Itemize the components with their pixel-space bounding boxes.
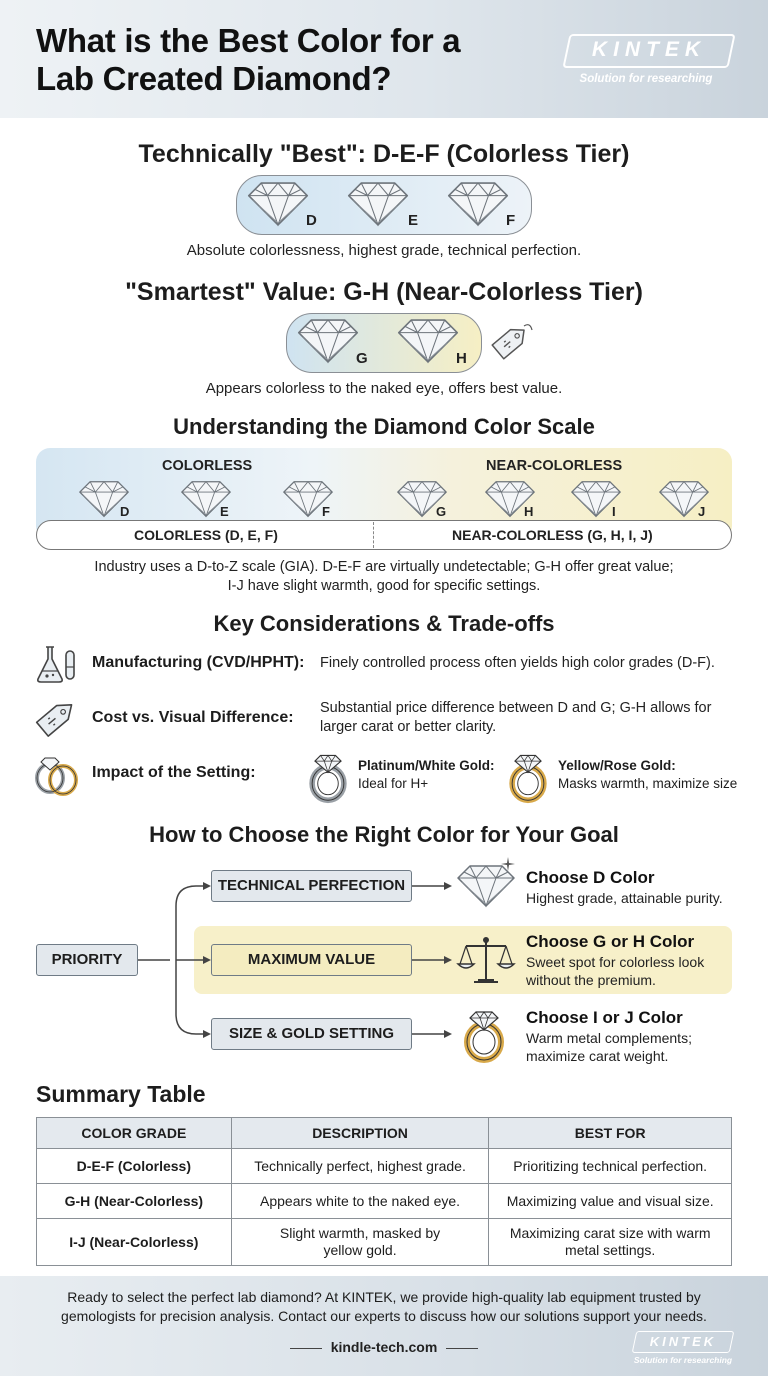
best-heading: Technically "Best": D-E-F (Colorless Tier) — [138, 140, 630, 168]
scale-caption — [0, 558, 768, 596]
option-maximum-value[interactable]: MAXIMUM VALUE — [211, 944, 412, 976]
option-size-gold-setting[interactable]: SIZE & GOLD SETTING — [211, 1018, 412, 1050]
result1-title: Choose D Color — [526, 868, 655, 887]
scale-letter-g: G — [436, 504, 447, 519]
scale-bar-right-label: NEAR-COLORLESS (G, H, I, J) — [452, 527, 653, 543]
cost-text-line-1: Substantial price difference between D and G; G-H allows for — [320, 700, 712, 716]
logo-tagline: Solution for researching — [579, 73, 713, 85]
table-row — [37, 1184, 732, 1219]
scale-bar-left-label: COLORLESS (D, E, F) — [134, 527, 278, 543]
page-title-line-2: Lab Created Diamond? — [36, 60, 392, 97]
priority-box: PRIORITY — [36, 944, 138, 976]
page-title — [36, 22, 556, 98]
cost-label: Cost vs. Visual Difference: — [92, 709, 294, 726]
result3-text — [526, 1029, 692, 1065]
grade-letter-h: H — [456, 350, 467, 367]
scale-heading: Understanding the Diamond Color Scale — [173, 414, 595, 439]
setting-label: Impact of the Setting: — [92, 764, 256, 781]
diamond-h-icon — [396, 318, 460, 364]
diamond-d-icon — [246, 181, 310, 227]
diamond-f-icon — [446, 181, 510, 227]
summary-heading: Summary Table — [36, 1081, 206, 1107]
table-cell: I-J (Near-Colorless) — [37, 1219, 232, 1266]
table-cell: Slight warmth, masked by yellow gold. — [231, 1219, 489, 1266]
result2-text-line-1: Sweet spot for colorless look — [526, 954, 705, 970]
choose-heading: How to Choose the Right Color for Your Goal — [149, 822, 619, 847]
grade-letter-g: G — [356, 350, 368, 367]
table-cell: G-H (Near-Colorless) — [37, 1184, 232, 1219]
page-title-line-1: What is the Best Color for a — [36, 22, 461, 59]
scale-letter-h: H — [524, 504, 534, 519]
best-caption: Absolute colorlessness, highest grade, technical perfection. — [186, 242, 582, 259]
table-cell: Maximizing carat size with warm metal settings. — [489, 1219, 732, 1266]
table-header-row — [37, 1118, 732, 1149]
platinum-ring-icon — [306, 748, 350, 804]
footer-text-line-1: Ready to select the perfect lab diamond? At KINTEK, we provide high-quality lab equipment trusted by — [67, 1289, 701, 1305]
yellow-title: Yellow/Rose Gold: — [558, 758, 676, 773]
scale-letter-i: I — [612, 504, 616, 519]
result1-text: Highest grade, attainable purity. — [526, 890, 723, 906]
option-technical-perfection[interactable]: TECHNICAL PERFECTION — [211, 870, 412, 902]
result3-title: Choose I or J Color — [526, 1008, 683, 1027]
logo[interactable]: KINTEK — [591, 38, 707, 61]
grade-letter-d: D — [306, 212, 317, 229]
manufacturing-text: Finely controlled process often yields high color grades (D-F). — [320, 655, 715, 671]
lab-flask-icon — [34, 643, 80, 685]
footer-text-line-2: gemologists for precision analysis. Contact our experts to discuss how our solutions support your needs. — [61, 1308, 707, 1324]
yellow-gold-ring-icon — [506, 748, 550, 804]
result3-text-line-1: Warm metal complements; — [526, 1030, 692, 1046]
rings-icon — [30, 750, 84, 796]
result2-text-line-2: without the premium. — [526, 972, 656, 988]
scale-letter-e: E — [220, 504, 229, 519]
footer-rule-right — [446, 1348, 478, 1349]
scale-letter-j: J — [698, 504, 706, 519]
footer-logo[interactable]: KINTEK — [649, 1334, 717, 1349]
cost-text-line-2: larger carat or better clarity. — [320, 719, 497, 735]
column-header: COLOR GRADE — [37, 1118, 232, 1149]
table-cell: Technically perfect, highest grade. — [231, 1149, 489, 1184]
table-cell: Appears white to the naked eye. — [231, 1184, 489, 1219]
table-cell: Prioritizing technical perfection. — [489, 1149, 732, 1184]
scale-letter-d: D — [120, 504, 130, 519]
summary-table-wrapper — [36, 1117, 732, 1266]
manufacturing-label: Manufacturing (CVD/HPHT): — [92, 654, 305, 671]
sparkle-icon — [500, 856, 516, 872]
scale-letter-f: F — [322, 504, 330, 519]
footer-url-link[interactable]: kindle-tech.com — [330, 1339, 438, 1355]
scale-caption-line-2: I-J have slight warmth, good for specific settings. — [227, 578, 541, 594]
footer-text — [30, 1288, 738, 1326]
scale-divider — [373, 522, 374, 548]
price-tag-icon — [488, 318, 534, 364]
considerations-heading: Key Considerations & Trade-offs — [213, 611, 555, 636]
cost-text — [320, 699, 711, 737]
platinum-text: Ideal for H+ — [358, 776, 429, 791]
gold-ring-icon — [462, 1004, 506, 1064]
diamond-g-icon — [296, 318, 360, 364]
footer-logo-tagline: Solution for researching — [633, 1355, 733, 1365]
smartest-caption: Appears colorless to the naked eye, offers best value. — [205, 380, 563, 397]
platinum-title: Platinum/White Gold: — [358, 758, 495, 773]
near-colorless-label: NEAR-COLORLESS — [486, 458, 623, 474]
yellow-text: Masks warmth, maximize size — [558, 776, 738, 791]
table-row — [37, 1149, 732, 1184]
table-cell: D-E-F (Colorless) — [37, 1149, 232, 1184]
column-header: DESCRIPTION — [231, 1118, 489, 1149]
table-row — [37, 1219, 732, 1266]
scale-balance-icon — [456, 934, 516, 988]
diamond-e-icon — [346, 181, 410, 227]
grade-letter-e: E — [408, 212, 419, 229]
column-header: BEST FOR — [489, 1118, 732, 1149]
result2-title: Choose G or H Color — [526, 932, 695, 951]
smartest-heading: "Smartest" Value: G-H (Near-Colorless Tier) — [125, 278, 643, 306]
scale-caption-line-1: Industry uses a D-to-Z scale (GIA). D-E-F are virtually undetectable; G-H offer great value; — [94, 559, 674, 575]
cost-tag-icon — [34, 696, 80, 738]
colorless-label: COLORLESS — [162, 458, 253, 474]
summary-table — [36, 1117, 732, 1266]
grade-letter-f: F — [506, 212, 516, 229]
table-cell: Maximizing value and visual size. — [489, 1184, 732, 1219]
result3-text-line-2: maximize carat weight. — [526, 1048, 669, 1064]
result2-text — [526, 953, 704, 989]
